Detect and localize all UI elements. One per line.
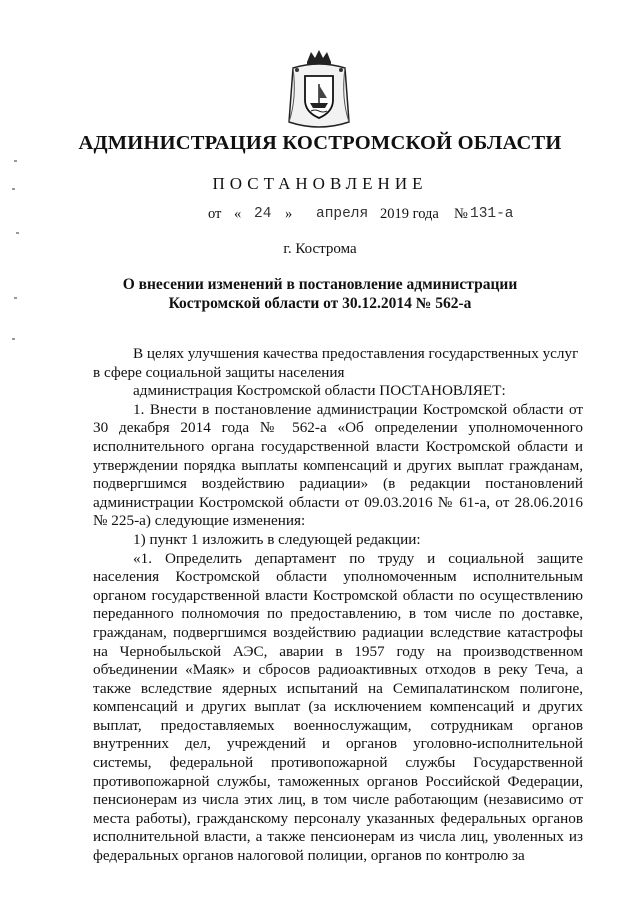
document-subject [90,275,550,313]
preamble-line-1: В целях улучшения качества предоставления государственных услуг [133,345,579,362]
subject-line-1: О внесении изменений в постановление администрации [122,276,518,293]
scan-mark [16,232,19,234]
date-year: 2019 года [380,206,439,222]
document-type: ПОСТАНОВЛЕНИЕ [212,174,428,193]
date-month: апреля [316,206,369,222]
scan-mark [14,160,17,162]
scan-mark [14,297,17,299]
organization-title: АДМИНИСТРАЦИЯ КОСТРОМСКОЙ ОБЛАСТИ [78,132,562,154]
subject-line-2: Костромской области от 30.12.2014 № 562-а [168,295,472,312]
scan-mark [12,338,15,340]
date-open-quote: « [234,206,242,222]
number-label: № [454,206,468,222]
quoted-clause-1: «1. Определить департамент по труду и социальной защите населения Костромской области уполномоченным исполнительным органом государственной власти Костромской области по осуществлению переданного полномочия по предоставлению, в том числе по доставке, гражданам, подвергшимся воздействию радиации вследствие катастрофы на Чернобыльской АЭС, аварии в 1957 году на производственном объединении «Маяк» и сбросов радиоактивных отходов в реку Теча, а также вследствие ядерных испытаний на Семипалатинском полигоне, компенсаций и других выплат (за исключением компенсаций и других выплат, предоставляемых военнослужащим, сотрудникам органов внутренних дел, учреждений и органов уголовно-исполнительной системы, федеральной противопожарной службы Государственной противопожарной службы, таможенных органов Российской Федерации, пенсионерам из числа этих лиц, в том числе работающим (независимо от места работы), гражданскому персоналу указанных федеральных органов исполнительной власти, а также пенсионерам из числа лиц, уволенных из федеральных органов налоговой полиции, органов по контролю за [93,549,583,865]
date-close-quote: » [285,206,293,222]
document-number: 131-а [470,206,514,222]
document-body [93,345,583,866]
paragraph-1: 1. Внести в постановление администрации Костромской области от 30 декабря 2014 года № 562-а «Об определении уполномоченного исполнительного органа государственной власти Костромской области и утверждении порядка выплаты компенсаций и других выплат гражданам, подвергшимся воздействию радиации» (в редакции постановлений администрации Костромской области от 09.03.2016 № 61-а, от 28.06.2016 № 225-а) следующие изменения: [93,400,583,530]
preamble-line-2: в сфере социальной защиты населения [93,363,345,381]
city-line: г. Кострома [283,241,357,257]
kostroma-coat-of-arms-icon [283,48,355,132]
date-prefix: от [208,206,222,222]
date-day: 24 [254,206,272,222]
subparagraph-1: 1) пункт 1 изложить в следующей редакции: [133,530,421,548]
scan-mark [12,188,15,190]
resolution-line: администрация Костромской области ПОСТАНОВЛЯЕТ: [133,382,506,400]
